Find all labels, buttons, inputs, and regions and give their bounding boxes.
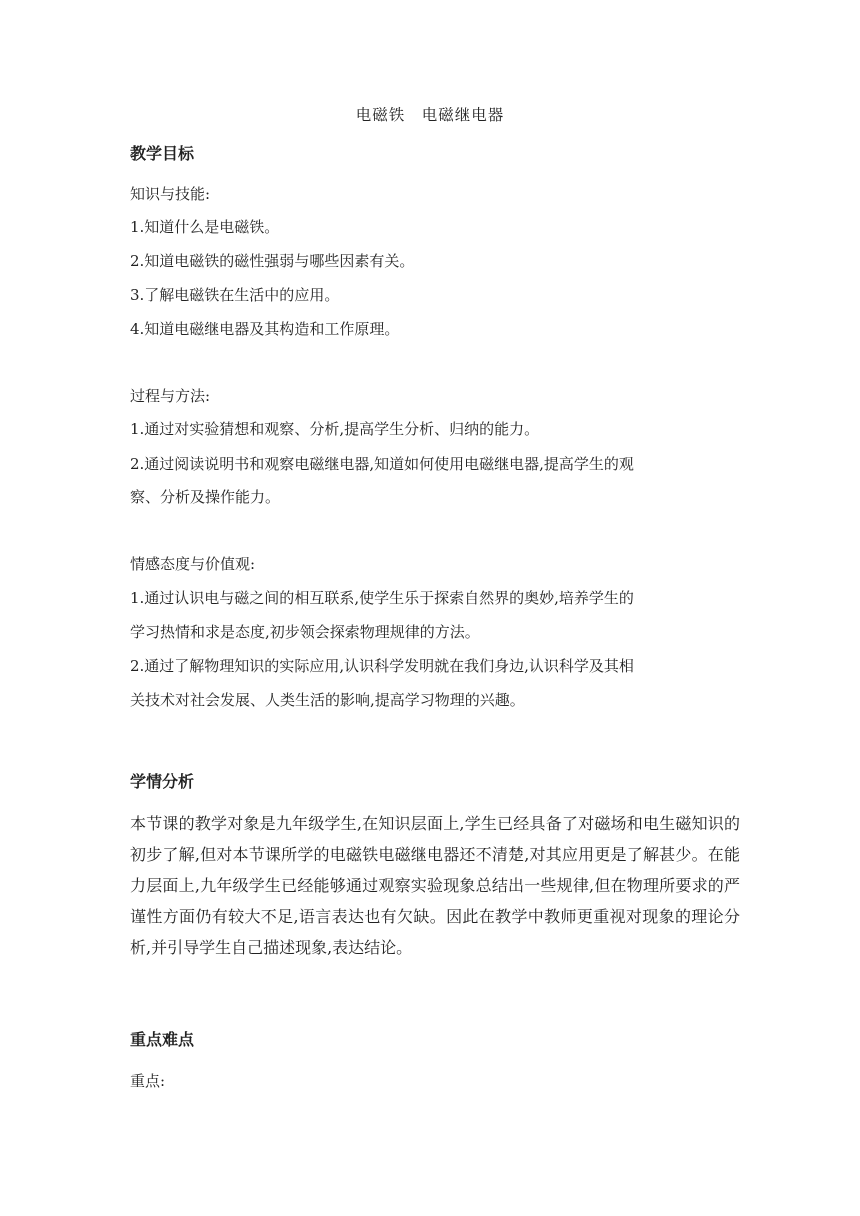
process-line: 察、分析及操作能力。 [130, 488, 281, 506]
knowledge-skills-label: 知识与技能: [130, 185, 211, 203]
knowledge-item: 2.知道电磁铁的磁性强弱与哪些因素有关。 [130, 252, 415, 270]
attitude-line: 学习热情和求是态度,初步领会探索物理规律的方法。 [130, 623, 480, 641]
analysis-paragraph: 本节课的教学对象是九年级学生,在知识层面上,学生已经具备了对磁场和电生磁知识的初步了解,但对本节课所学的电磁铁电磁继电器还不清楚,对其应用更是了解甚少。在能力层面上,九年级学生已经能够通过观察实验现象总结出一些规律,但在物理所要求的严谨性方面仍有较大不足,语言表达也有欠缺。因此在教学中教师更重视对现象的理论分析,并引导学生自己描述现象,表达结论。 [130, 814, 740, 957]
process-line: 1.通过对实验猜想和观察、分析,提高学生分析、归纳的能力。 [130, 420, 540, 438]
section-heading-keypoints: 重点难点 [130, 1030, 195, 1049]
section-heading-analysis: 学情分析 [130, 772, 195, 791]
knowledge-item: 4.知道电磁继电器及其构造和工作原理。 [130, 320, 400, 338]
attitude-line: 关技术对社会发展、人类生活的影响,提高学习物理的兴趣。 [130, 691, 525, 709]
process-line: 2.通过阅读说明书和观察电磁继电器,知道如何使用电磁继电器,提高学生的观 [130, 455, 634, 473]
attitude-line: 2.通过了解物理知识的实际应用,认识科学发明就在我们身边,认识科学及其相 [130, 657, 634, 675]
document-title: 电磁铁 电磁继电器 [355, 106, 505, 124]
knowledge-item: 3.了解电磁铁在生活中的应用。 [130, 286, 340, 304]
section-heading-objectives: 教学目标 [130, 144, 195, 163]
keypoint-label: 重点: [130, 1072, 166, 1090]
attitude-values-label: 情感态度与价值观: [130, 555, 256, 573]
attitude-line: 1.通过认识电与磁之间的相互联系,使学生乐于探索自然界的奥妙,培养学生的 [130, 589, 634, 607]
process-method-label: 过程与方法: [130, 387, 211, 405]
knowledge-item: 1.知道什么是电磁铁。 [130, 218, 280, 236]
